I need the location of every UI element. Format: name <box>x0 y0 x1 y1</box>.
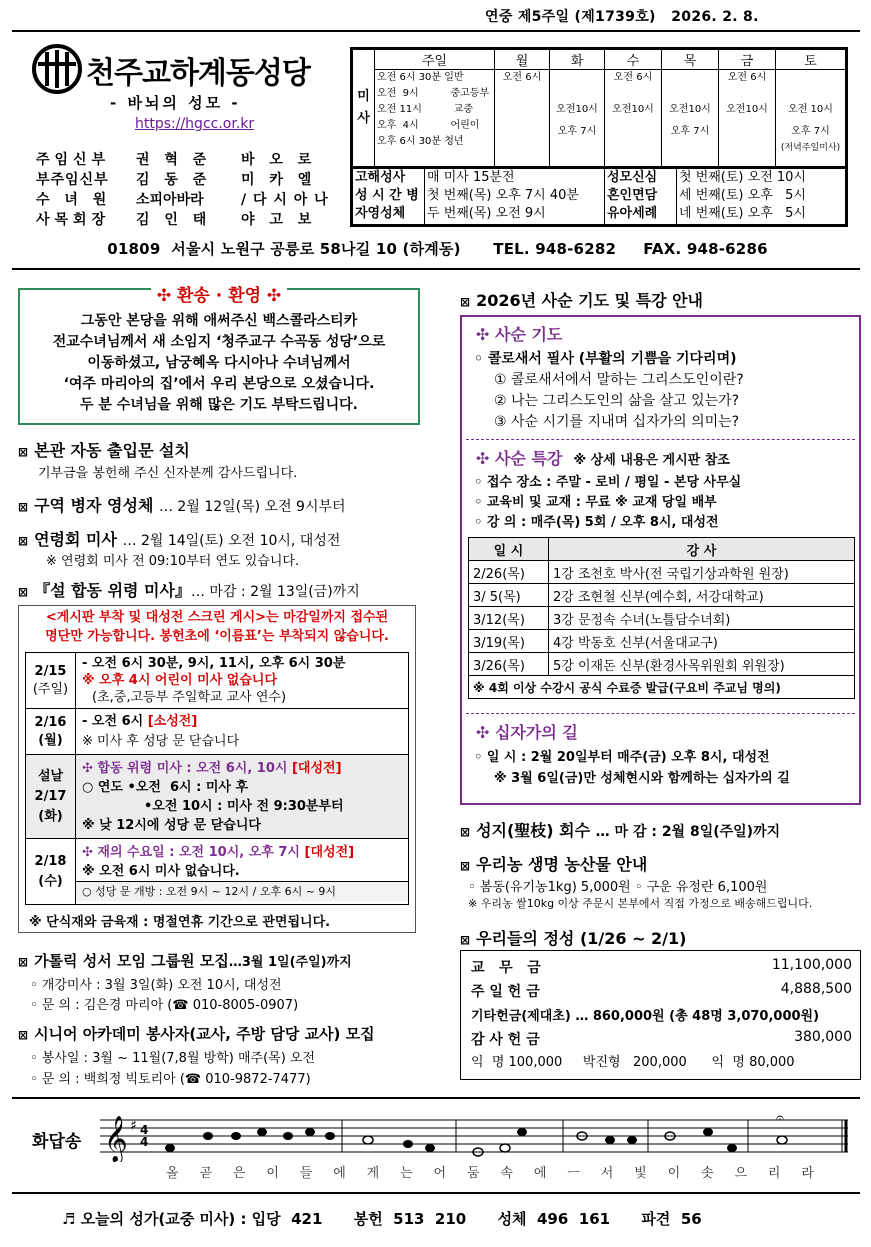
prayer-title: ✣ 사순 기도 <box>476 325 563 344</box>
confession-times: 매 미사 15분전 첫 번째(목) 오후 7시 40분 두 번째(목) 오전 9시 <box>425 168 605 225</box>
parish-url[interactable]: https://hgcc.or.kr <box>135 116 255 132</box>
farm-line: ※ 우리농 쌀10kg 이상 주문시 본부에서 직접 가정으로 배송해드립니다. <box>468 897 813 910</box>
elder-sub: ※ 연령회 미사 전 09:10부터 연도 있습니다. <box>46 554 300 569</box>
svg-text:4: 4 <box>140 1123 149 1137</box>
svg-text:4: 4 <box>140 1135 149 1149</box>
music-label: 화답송 <box>32 1132 82 1152</box>
cross-title: ✣ 십자가의 길 <box>476 723 578 742</box>
sunday-times: 오전 6시 30분 일반 오전 9시 중고등부 오전 11시 교중 오후 4시 어린이 오후 6시 30분 청년 <box>375 70 495 167</box>
svg-text:𝄐: 𝄐 <box>776 1110 784 1126</box>
monday-times: 오전 6시 <box>495 70 550 167</box>
senior-line: ◦ 봉사일 : 3월 ~ 11월(7,8월 방학) 매주(목) 오전 <box>30 1051 316 1066</box>
lecture-table: 일 시 강 사 2/26(목) 1강 조천호 박사(전 국립기상과학원 원장) 3/ 5(목) 2강 조현철 신부(예수회, 서강대학교) 3/12(목) 3강 문정속 수녀(노틀담수녀회) 3/19(목) 4강 박동호 신부(서울대교구) 3/26(목) 5강 이재돈 신부(환경사목위원회 위원장) ※ 4회 이상 수강시 공식 수료증 발급(구요비 주교님 명의) <box>468 537 855 699</box>
table-row: 3/26(목) 5강 이재돈 신부(환경사목위원회 위원장) <box>469 653 855 676</box>
table-row: 2/26(목) 1강 조천호 박사(전 국립기상과학원 원장) <box>469 561 855 584</box>
offer-box <box>460 950 861 1080</box>
day-thursday: 목 <box>662 50 719 70</box>
offer-row: 주 일 헌 금 4,888,500 <box>471 981 852 1000</box>
day-wednesday: 수 <box>605 50 662 70</box>
elder-section: ⊠ 연령회 미사 … 2월 14일(토) 오전 10시, 대성전 <box>18 530 341 549</box>
welcome-line: 그동안 본당을 위해 애써주신 백스콜라스티카 <box>80 313 358 329</box>
bible-line: ◦ 개강미사 : 3월 3일(화) 오전 10시, 대성전 <box>30 978 282 993</box>
staff-row: 사목회장 김 인 태 야 고 보 <box>36 212 317 228</box>
sick-section: ⊠ 구역 병자 영성체 … 2월 12일(목) 오전 9시부터 <box>18 496 346 515</box>
svg-text:♯: ♯ <box>130 1118 137 1134</box>
table-row: 3/12(목) 3강 문정속 수녀(노틀담수녀회) <box>469 607 855 630</box>
other-times: 첫 번째(토) 오전 10시 세 번째(토) 오후 5시 네 번째(토) 오후 5시 <box>677 168 846 225</box>
welcome-box <box>18 288 420 425</box>
day-tuesday: 화 <box>550 50 605 70</box>
wednesday-times: 오전 6시 오전10시 <box>605 70 662 167</box>
mass-schedule <box>350 47 848 227</box>
staff-row: 수 녀 원 소피아바라 / 다 시 아 나 <box>36 192 329 208</box>
prayer-head: ◦ 콜로새서 필사 (부활의 기쁨을 기다리며) <box>474 351 737 367</box>
day-saturday: 토 <box>776 50 846 70</box>
setal-foot: ※ 단식재와 금육재 : 명절연휴 기간으로 관면됩니다. <box>29 915 331 930</box>
prayer-items: ① 콜로새서에서 말하는 그리스도인이란? ② 나는 그리스도인의 삶을 살고 있는가? ③ 사순 시기를 지내며 십자가의 의미는? <box>494 372 744 430</box>
day-monday: 월 <box>495 50 550 70</box>
issue-date: 2026. 2. 8. <box>671 9 759 25</box>
lent-box <box>460 315 861 805</box>
parish-logo-icon <box>30 44 85 94</box>
door-section: ⊠ 본관 자동 출입문 설치 <box>18 441 190 460</box>
offer-row: 감 사 헌 금 380,000 <box>471 1029 852 1048</box>
farm-section: ⊠ 우리농 생명 농산물 안내 <box>460 855 648 874</box>
welcome-title: ✣ 환송 · 환영 ✣ <box>151 286 287 307</box>
lent-section: ⊠ 2026년 사순 기도 및 특강 안내 <box>460 291 704 310</box>
bible-section: ⊠ 가톨릭 성서 모임 그룹원 모집…3월 1일(주일)까지 <box>18 952 352 970</box>
music-bottom-divider <box>12 1192 860 1194</box>
senior-section: ⊠ 시니어 아카데미 봉사자(교사, 주방 담당 교사) 모집 <box>18 1025 375 1043</box>
setal-table: 2/15 (주일) - 오전 6시 30분, 9시, 11시, 오후 6시 30분 ※ 오후 4시 어린이 미사 없습니다 (초,중,고등부 주일학교 교사 연수) 2/16 (월) - 오전 6시 [소성전] ※ 미사 후 성당 문 닫습니다 설날 2/17 (화) ✣ 합동 위령 미사 : 오전 6시, 10시 [대성전] ○ 연도 •오전 6시 : 미사 후 •오전 10시 : 미사 전 9:30분부터 ※ 낮 12시에 성당 문 닫습니다 2/18 (수) ✣ 재의 수요일 : 오전 10시, 오후 7시 [대성전] ※ 오전 6시 미사 없습니다. ○ 성당 문 개방 : 오전 9시 ~ 12시 / 오후 6시 ~ 9시 <box>25 652 409 905</box>
friday-times: 오전 6시 오전10시 <box>719 70 776 167</box>
table-row: 3/ 5(목) 2강 조현철 신부(예수회, 서강대학교) <box>469 584 855 607</box>
farm-line: ◦ 봄동(유기농1kg) 5,000원 ◦ 구운 유정란 6,100원 <box>468 880 768 895</box>
issue-line <box>485 6 855 26</box>
svg-text:𝄞: 𝄞 <box>104 1116 128 1162</box>
staff-row: 부주임신부 김 동 준 미 카 엘 <box>36 172 317 188</box>
parish-motto: - 바뇌의 성모 - <box>110 94 241 112</box>
day-sunday: 주일 <box>375 50 495 70</box>
door-note: 기부금을 봉헌해 주신 신자분께 감사드립니다. <box>38 466 298 481</box>
issue-number: 연중 제5주일 (제1739호) <box>485 9 656 25</box>
palm-section: ⊠ 성지(聖枝) 회수 … 마 감 : 2월 8일(주일)까지 <box>460 821 781 840</box>
music-lyrics: 올 곧 은 이 들 에 게 는 어 둠 속 에 ㅡ 서 빛 이 솟 으 리 라 <box>166 1166 816 1181</box>
table-row: 3/19(목) 4강 박동호 신부(서울대교구) <box>469 630 855 653</box>
music-top-divider <box>12 1097 860 1099</box>
welcome-line: 이동하셨고, 남궁혜옥 다시아나 수녀님께서 <box>87 355 351 371</box>
thursday-times: 오전10시 오후 7시 <box>662 70 719 167</box>
parish-name: 천주교하계동성당 <box>86 56 310 91</box>
offer-last: 익 명 100,000 박진형 200,000 익 명 80,000 <box>471 1055 795 1070</box>
offer-row: 교 무 금 11,100,000 <box>471 957 852 976</box>
offer-section: ⊠ 우리들의 정성 (1/26 ~ 2/1) <box>460 929 687 948</box>
setal-warning: <게시판 부착 및 대성전 스크린 게시>는 마감일까지 접수된 명단만 가능합니다. 봉헌초에 ‘이름표’는 부착되지 않습니다. <box>45 610 389 644</box>
senior-line: ◦ 문 의 : 백희정 빅토리아 (☎ 010-9872-7477) <box>30 1072 311 1087</box>
staff-row: 주임신부 권 혁 준 바 오 로 <box>36 152 317 168</box>
staff-list <box>36 150 336 230</box>
saturday-times: 오전 10시 오후 7시 (저녁주일미사) <box>776 70 846 167</box>
welcome-line: 두 분 수녀님을 위해 많은 기도 부탁드립니다. <box>80 397 358 413</box>
other-label: 성모신심 혼인면담 유아세례 <box>605 168 677 225</box>
tuesday-times: 오전10시 오후 7시 <box>550 70 605 167</box>
top-divider <box>12 30 860 32</box>
confession-label: 고해성사 성 시 간 병자영성체 <box>353 168 425 225</box>
lecture-title: ✣ 사순 특강 ※ 상세 내용은 게시판 참조 <box>476 449 730 468</box>
welcome-line: ‘여주 마리아의 집’에서 우리 본당으로 오셨습니다. <box>63 376 375 392</box>
day-friday: 금 <box>719 50 776 70</box>
bible-line: ◦ 문 의 : 김은경 마리아 (☎ 010-8005-0907) <box>30 998 299 1013</box>
offer-row: 기타헌금(제대초) … 860,000원 (총 48명 3,070,000원) <box>471 1009 820 1024</box>
staff-notation <box>100 1110 852 1162</box>
address-line: 01809 서울시 노원구 공릉로 58나길 10 (하계동) TEL. 948-6282 FAX. 948-6286 <box>107 240 768 258</box>
lecture-info: ◦ 접수 장소 : 주말 - 로비 / 평일 - 본당 사무실 ◦ 교육비 및 교재 : 무료 ※ 교재 당일 배부 ◦ 강 의 : 매주(목) 5회 / 오후 8시, 대성전 <box>474 475 742 530</box>
cross-info: ◦ 일 시 : 2월 20일부터 매주(금) 오후 8시, 대성전 ※ 3월 6일(금)만 성체현시와 함께하는 십자가의 길 <box>474 750 790 786</box>
header-divider <box>12 268 860 270</box>
hymn-line: ♬ 오늘의 성가(교중 미사) : 입당 421 봉헌 513 210 성체 496 161 파견 56 <box>62 1210 702 1228</box>
mass-label: 미사 <box>353 50 375 167</box>
setal-box <box>18 605 416 933</box>
welcome-line: 전교수녀님께서 새 소임지 ‘청주교구 수곡동 성당’으로 <box>52 334 386 350</box>
setal-section: ⊠ 『설 합동 위령 미사』… 마감 : 2월 13일(금)까지 <box>18 581 360 600</box>
